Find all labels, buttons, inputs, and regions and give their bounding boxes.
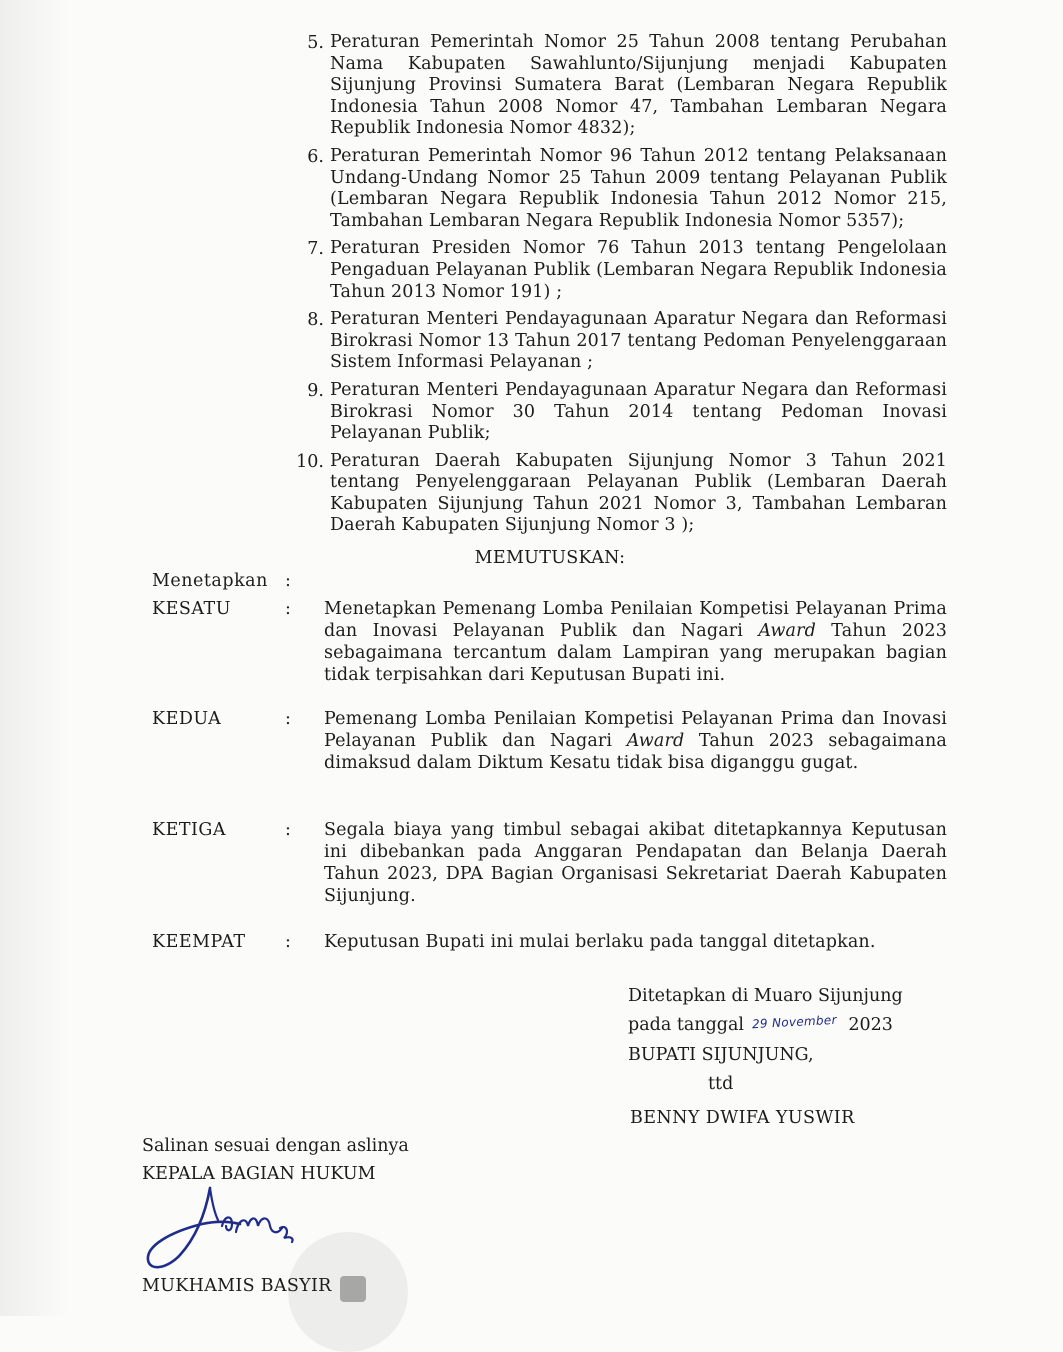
list-item xyxy=(286,309,947,374)
list-item xyxy=(286,146,947,232)
diktum-label: KETIGA xyxy=(152,820,227,840)
ttd-mark: ttd xyxy=(708,1074,734,1094)
list-item-text: Peraturan Pemerintah Nomor 25 Tahun 2008 tentang Perubahan Nama Kabupaten Sawahlunto/Sijunjung menjadi Kabupaten Sijunjung Provinsi Sumatera Barat (Lembaran Negara Republik Indonesia Tahun 2008 Nomor 47, Tambahan Lembaran Negara Republik Indonesia Nomor 4832); xyxy=(330,32,947,139)
list-item-text: Peraturan Menteri Pendayagunaan Aparatur Negara dan Reformasi Birokrasi Nomor 30 Tahun 2014 tentang Pedoman Inovasi Pelayanan Publik; xyxy=(330,379,947,444)
list-item-number: 9. xyxy=(307,380,324,401)
diktum-label: KESATU xyxy=(152,599,231,619)
list-item xyxy=(286,32,947,140)
list-item xyxy=(286,380,947,445)
diktum-text: Segala biaya yang timbul sebagai akibat ditetapkannya Keputusan ini dibebankan pada Anggaran Pendapatan dan Belanja Daerah Tahun 2023, DPA Bagian Organisasi Sekretariat Daerah Kabupaten Sijunjung. xyxy=(324,820,947,906)
diktum-label: KEEMPAT xyxy=(152,932,246,952)
official-name: MUKHAMIS BASYIR xyxy=(142,1276,332,1296)
list-item-number: 5. xyxy=(307,33,324,53)
colon: : xyxy=(285,571,291,591)
colon: : xyxy=(285,932,291,952)
list-item-text: Peraturan Daerah Kabupaten Sijunjung Nomor 3 Tahun 2021 tentang Penyelenggaraan Pelayanan Publik (Lembaran Daerah Kabupaten Sijunjung Tahun 2021 Nomor 3, Tambahan Lembaran Daerah Kabupaten Sijunjung Nomor 3 ); xyxy=(330,450,947,536)
copy-statement: Salinan sesuai dengan aslinya xyxy=(142,1136,409,1156)
list-item-number: 6. xyxy=(307,146,324,167)
diktum-text: Menetapkan Pemenang Lomba Penilaian Kompetisi Pelayanan Prima dan Inovasi Pelayanan Publik dan Nagari Award Tahun 2023 sebagaimana tercantum dalam Lampiran yang merupakan bagian tidak terpisahkan dari Keputusan Bupati ini. xyxy=(324,599,947,685)
list-item xyxy=(286,238,947,303)
list-item-number: 10. xyxy=(296,451,324,472)
menetapkan-label: Menetapkan xyxy=(152,571,268,591)
list-item-text: Peraturan Menteri Pendayagunaan Aparatur Negara dan Reformasi Birokrasi Nomor 13 Tahun 2017 tentang Pedoman Penyelenggaraan Sistem Informasi Pelayanan ; xyxy=(330,309,947,373)
decision-heading: MEMUTUSKAN: xyxy=(474,548,626,568)
list-item-number: 8. xyxy=(307,310,324,331)
colon: : xyxy=(285,820,291,840)
list-item-number: 7. xyxy=(307,239,324,260)
handwritten-date: 29 November xyxy=(751,1012,838,1032)
handwritten-signature xyxy=(140,1180,310,1275)
enactment-place: Ditetapkan di Muaro Sijunjung xyxy=(628,986,903,1006)
enactment-office: BUPATI SIJUNJUNG, xyxy=(628,1045,814,1065)
enactment-block xyxy=(628,982,958,1099)
list-item-text: Peraturan Pemerintah Nomor 96 Tahun 2012 tentang Pelaksanaan Undang-Undang Nomor 25 Tahun 2009 tentang Pelayanan Publik (Lembaran Negara Republik Indonesia Tahun 2012 Nomor 215, Tambahan Lembaran Negara Republik Indonesia Nomor 5357); xyxy=(330,145,947,231)
list-item-text: Peraturan Presiden Nomor 76 Tahun 2013 tentang Pengelolaan Pengaduan Pelayanan Publik (Lembaran Negara Republik Indonesia Tahun 2013 Nomor 191) ; xyxy=(330,238,947,302)
enactment-date: pada tanggal 29 November 2023 xyxy=(628,1011,958,1041)
page-edge-shadow xyxy=(0,0,70,1316)
colon: : xyxy=(285,599,291,619)
signer-name: BENNY DWIFA YUSWIR xyxy=(630,1108,855,1128)
diktum-text: Pemenang Lomba Penilaian Kompetisi Pelayanan Prima dan Inovasi Pelayanan Publik dan Nagari Award Tahun 2023 sebagaimana dimaksud dalam Diktum Kesatu tidak bisa diganggu gugat. xyxy=(324,709,947,773)
list-item xyxy=(286,451,947,537)
colon: : xyxy=(285,709,291,729)
diktum-label: KEDUA xyxy=(152,709,222,729)
redaction-mark xyxy=(340,1276,366,1302)
legal-basis-list xyxy=(286,32,947,543)
copy-official-title: KEPALA BAGIAN HUKUM xyxy=(142,1164,376,1184)
diktum-text: Keputusan Bupati ini mulai berlaku pada tanggal ditetapkan. xyxy=(324,932,876,952)
